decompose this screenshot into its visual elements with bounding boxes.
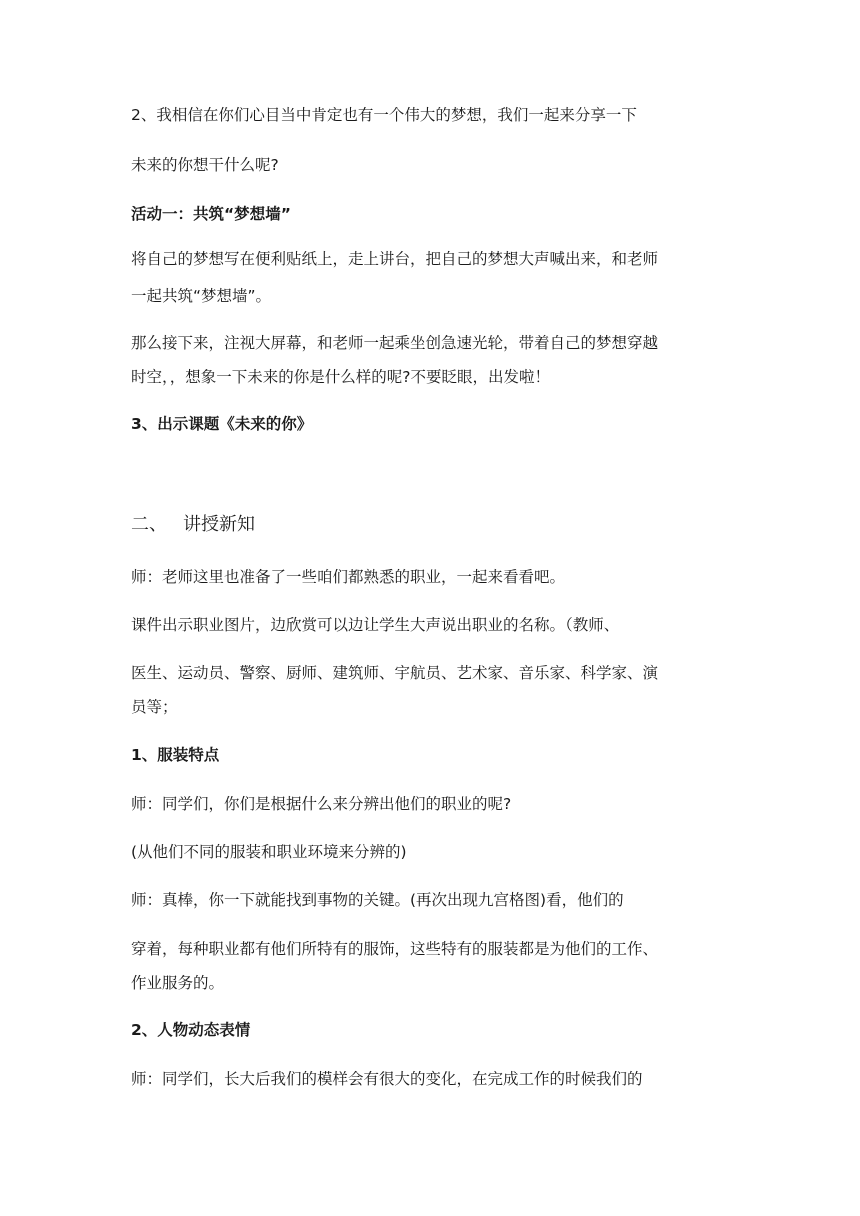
paragraph-line: 2、我相信在你们心目当中肯定也有一个伟大的梦想，我们一起来分享一下 — [131, 106, 637, 124]
paragraph-line: 医生、运动员、警察、厨师、建筑师、宇航员、艺术家、音乐家、科学家、演 — [131, 664, 659, 682]
paragraph-line: 师：老师这里也准备了一些咱们都熟悉的职业，一起来看看吧。 — [131, 568, 566, 586]
paragraph-line: 那么接下来，注视大屏幕，和老师一起乘坐创急速光轮，带着自己的梦想穿越 — [131, 334, 659, 352]
paragraph-line: 未来的你想干什么呢? — [131, 156, 279, 174]
activity-heading: 活动一：共筑“梦想墙” — [131, 205, 291, 223]
paragraph-line: 员等； — [131, 698, 178, 716]
paragraph-line: 时空，，想象一下未来的你是什么样的呢?不要眨眼，出发啦！ — [131, 368, 550, 386]
paragraph-line: 穿着，每种职业都有他们所特有的服饰，这些特有的服装都是为他们的工作、 — [131, 940, 659, 958]
paragraph-line: 将自己的梦想写在便利贴纸上，走上讲台，把自己的梦想大声喊出来，和老师 — [131, 250, 659, 268]
paragraph-line: 课件出示职业图片，边欣赏可以边让学生大声说出职业的名称。（教师、 — [131, 616, 620, 634]
paragraph-line: 作业服务的。 — [131, 974, 225, 992]
paragraph-line: 师：同学们，你们是根据什么来分辨出他们的职业的呢? — [131, 795, 512, 813]
paragraph-line: 一起共筑“梦想墙”。 — [131, 287, 272, 305]
paragraph-line: (从他们不同的服装和职业环境来分辨的) — [131, 843, 407, 861]
section-number: 二、 — [131, 514, 167, 535]
subsection-heading: 1、服装特点 — [131, 746, 220, 764]
section-title: 讲授新知 — [183, 514, 255, 535]
item-heading: 3、出示课题《未来的你》 — [131, 415, 313, 433]
subsection-heading: 2、人物动态表情 — [131, 1021, 251, 1039]
section-heading — [131, 514, 255, 536]
paragraph-line: 师：真棒，你一下就能找到事物的关键。(再次出现九宫格图)看，他们的 — [131, 891, 624, 909]
paragraph-line: 师：同学们，长大后我们的模样会有很大的变化，在完成工作的时候我们的 — [131, 1070, 643, 1088]
